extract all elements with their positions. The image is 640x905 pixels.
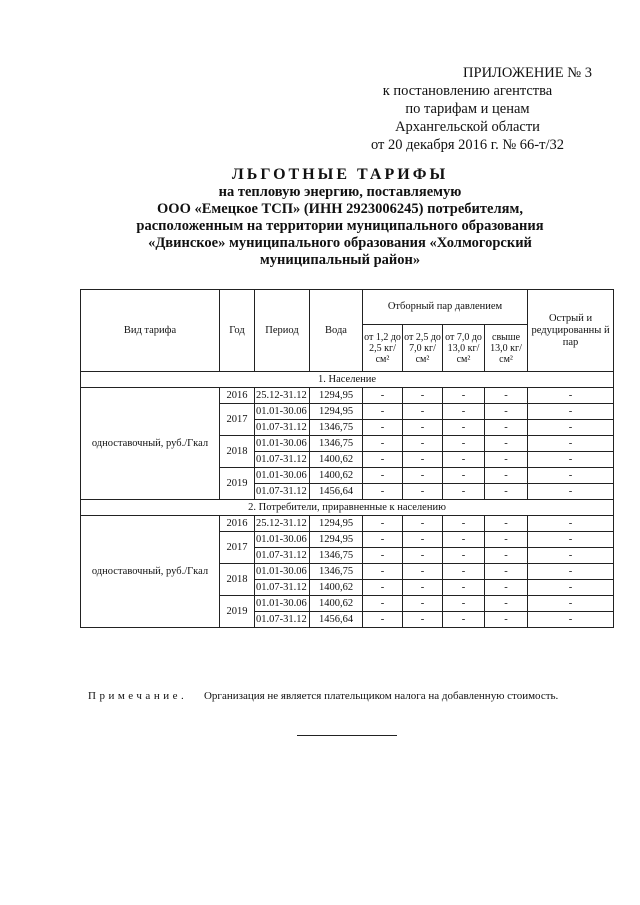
header-period: Период (255, 290, 310, 372)
empty-value-cell: - (403, 516, 443, 532)
water-cell: 1400,62 (310, 580, 363, 596)
empty-value-cell: - (363, 452, 403, 468)
empty-value-cell: - (485, 436, 528, 452)
empty-value-cell: - (485, 612, 528, 628)
empty-value-cell: - (363, 404, 403, 420)
empty-value-cell: - (485, 420, 528, 436)
year-cell: 2018 (220, 564, 255, 596)
empty-value-cell: - (363, 436, 403, 452)
water-cell: 1294,95 (310, 532, 363, 548)
empty-value-cell: - (443, 468, 485, 484)
title-line: расположенным на территории муниципального образования (136, 218, 544, 234)
period-cell: 01.07-31.12 (255, 580, 310, 596)
water-cell: 1294,95 (310, 404, 363, 420)
empty-value-cell: - (443, 596, 485, 612)
appendix-line: к постановлению агентства (382, 83, 553, 99)
empty-value-cell: - (528, 580, 614, 596)
water-cell: 1400,62 (310, 468, 363, 484)
period-cell: 01.01-30.06 (255, 596, 310, 612)
empty-value-cell: - (485, 548, 528, 564)
empty-value-cell: - (528, 404, 614, 420)
empty-value-cell: - (443, 612, 485, 628)
period-cell: 01.01-30.06 (255, 532, 310, 548)
tariff-table (80, 289, 614, 628)
empty-value-cell: - (485, 404, 528, 420)
appendix-line: по тарифам и ценам (405, 101, 530, 117)
title-line: ООО «Емецкое ТСП» (ИНН 2923006245) потребителям, (157, 201, 523, 217)
header-water: Вода (310, 290, 363, 372)
empty-value-cell: - (528, 532, 614, 548)
empty-value-cell: - (363, 468, 403, 484)
empty-value-cell: - (528, 484, 614, 500)
title-main: ЛЬГОТНЫЕ ТАРИФЫ (231, 166, 449, 183)
empty-value-cell: - (403, 436, 443, 452)
empty-value-cell: - (485, 564, 528, 580)
year-cell: 2016 (220, 516, 255, 532)
note (88, 690, 558, 702)
empty-value-cell: - (443, 404, 485, 420)
header-steam-col: от 7,0 до 13,0 кг/см² (443, 325, 485, 372)
empty-value-cell: - (403, 532, 443, 548)
empty-value-cell: - (528, 612, 614, 628)
empty-value-cell: - (528, 468, 614, 484)
empty-value-cell: - (443, 516, 485, 532)
water-cell: 1456,64 (310, 484, 363, 500)
tariff-type-cell: одноставочный, руб./Гкал (81, 388, 220, 500)
section-row (81, 500, 614, 516)
empty-value-cell: - (485, 580, 528, 596)
year-cell: 2016 (220, 388, 255, 404)
empty-value-cell: - (528, 452, 614, 468)
appendix-line: Архангельской области (395, 119, 540, 135)
period-cell: 01.07-31.12 (255, 484, 310, 500)
empty-value-cell: - (485, 484, 528, 500)
empty-value-cell: - (403, 468, 443, 484)
water-cell: 1346,75 (310, 548, 363, 564)
header-steam: Отборный пар давлением (363, 290, 528, 325)
header-steam-col: от 2,5 до 7,0 кг/см² (403, 325, 443, 372)
empty-value-cell: - (443, 388, 485, 404)
empty-value-cell: - (403, 580, 443, 596)
empty-value-cell: - (403, 484, 443, 500)
period-cell: 01.01-30.06 (255, 564, 310, 580)
empty-value-cell: - (403, 596, 443, 612)
period-cell: 01.07-31.12 (255, 612, 310, 628)
empty-value-cell: - (363, 548, 403, 564)
period-cell: 25.12-31.12 (255, 388, 310, 404)
empty-value-cell: - (485, 516, 528, 532)
period-cell: 01.07-31.12 (255, 452, 310, 468)
empty-value-cell: - (485, 596, 528, 612)
header-steam-col: от 1,2 до 2,5 кг/см² (363, 325, 403, 372)
title-line: муниципальный район» (259, 252, 421, 268)
year-cell: 2018 (220, 436, 255, 468)
water-cell: 1346,75 (310, 564, 363, 580)
empty-value-cell: - (528, 548, 614, 564)
header-tariff-type: Вид тарифа (81, 290, 220, 372)
period-cell: 01.01-30.06 (255, 404, 310, 420)
note-text: Организация не является плательщиком налога на добавленную стоимость. (203, 690, 559, 702)
period-cell: 25.12-31.12 (255, 516, 310, 532)
empty-value-cell: - (485, 452, 528, 468)
empty-value-cell: - (403, 548, 443, 564)
water-cell: 1294,95 (310, 516, 363, 532)
empty-value-cell: - (528, 596, 614, 612)
section-title: 2. Потребители, приравненные к населению (81, 500, 614, 516)
empty-value-cell: - (443, 420, 485, 436)
empty-value-cell: - (403, 420, 443, 436)
empty-value-cell: - (363, 388, 403, 404)
empty-value-cell: - (363, 564, 403, 580)
empty-value-cell: - (443, 564, 485, 580)
empty-value-cell: - (443, 548, 485, 564)
title-line: «Двинское» муниципального образования «Холмогорский (148, 235, 532, 251)
empty-value-cell: - (403, 452, 443, 468)
closing-rule (297, 735, 397, 736)
empty-value-cell: - (528, 388, 614, 404)
empty-value-cell: - (528, 436, 614, 452)
appendix-date: от 20 декабря 2016 г. № 66-т/32 (371, 137, 564, 153)
empty-value-cell: - (363, 580, 403, 596)
year-cell: 2017 (220, 532, 255, 564)
empty-value-cell: - (403, 612, 443, 628)
empty-value-cell: - (403, 388, 443, 404)
appendix-number: ПРИЛОЖЕНИЕ № 3 (463, 65, 592, 81)
year-cell: 2017 (220, 404, 255, 436)
water-cell: 1400,62 (310, 452, 363, 468)
water-cell: 1456,64 (310, 612, 363, 628)
empty-value-cell: - (443, 452, 485, 468)
period-cell: 01.07-31.12 (255, 548, 310, 564)
empty-value-cell: - (443, 532, 485, 548)
period-cell: 01.07-31.12 (255, 420, 310, 436)
table-row (81, 388, 614, 404)
empty-value-cell: - (485, 468, 528, 484)
empty-value-cell: - (363, 484, 403, 500)
empty-value-cell: - (363, 420, 403, 436)
tariff-type-cell: одноставочный, руб./Гкал (81, 516, 220, 628)
header-year: Год (220, 290, 255, 372)
water-cell: 1346,75 (310, 436, 363, 452)
note-label: Примечание. (88, 690, 188, 702)
empty-value-cell: - (403, 564, 443, 580)
water-cell: 1346,75 (310, 420, 363, 436)
section-title: 1. Население (81, 372, 614, 388)
empty-value-cell: - (363, 516, 403, 532)
period-cell: 01.01-30.06 (255, 436, 310, 452)
year-cell: 2019 (220, 468, 255, 500)
header-sharp-steam: Острый и редуцированны й пар (528, 290, 614, 372)
empty-value-cell: - (485, 532, 528, 548)
water-cell: 1294,95 (310, 388, 363, 404)
table-row (81, 516, 614, 532)
water-cell: 1400,62 (310, 596, 363, 612)
empty-value-cell: - (443, 436, 485, 452)
empty-value-cell: - (403, 404, 443, 420)
empty-value-cell: - (363, 596, 403, 612)
title-line: на тепловую энергию, поставляемую (218, 184, 462, 200)
empty-value-cell: - (528, 564, 614, 580)
empty-value-cell: - (528, 516, 614, 532)
year-cell: 2019 (220, 596, 255, 628)
header-steam-col: свыше 13,0 кг/см² (485, 325, 528, 372)
empty-value-cell: - (443, 580, 485, 596)
empty-value-cell: - (443, 484, 485, 500)
empty-value-cell: - (363, 612, 403, 628)
document-title (120, 166, 560, 269)
empty-value-cell: - (363, 532, 403, 548)
empty-value-cell: - (528, 420, 614, 436)
appendix-block (300, 64, 635, 154)
empty-value-cell: - (485, 388, 528, 404)
section-row (81, 372, 614, 388)
period-cell: 01.01-30.06 (255, 468, 310, 484)
